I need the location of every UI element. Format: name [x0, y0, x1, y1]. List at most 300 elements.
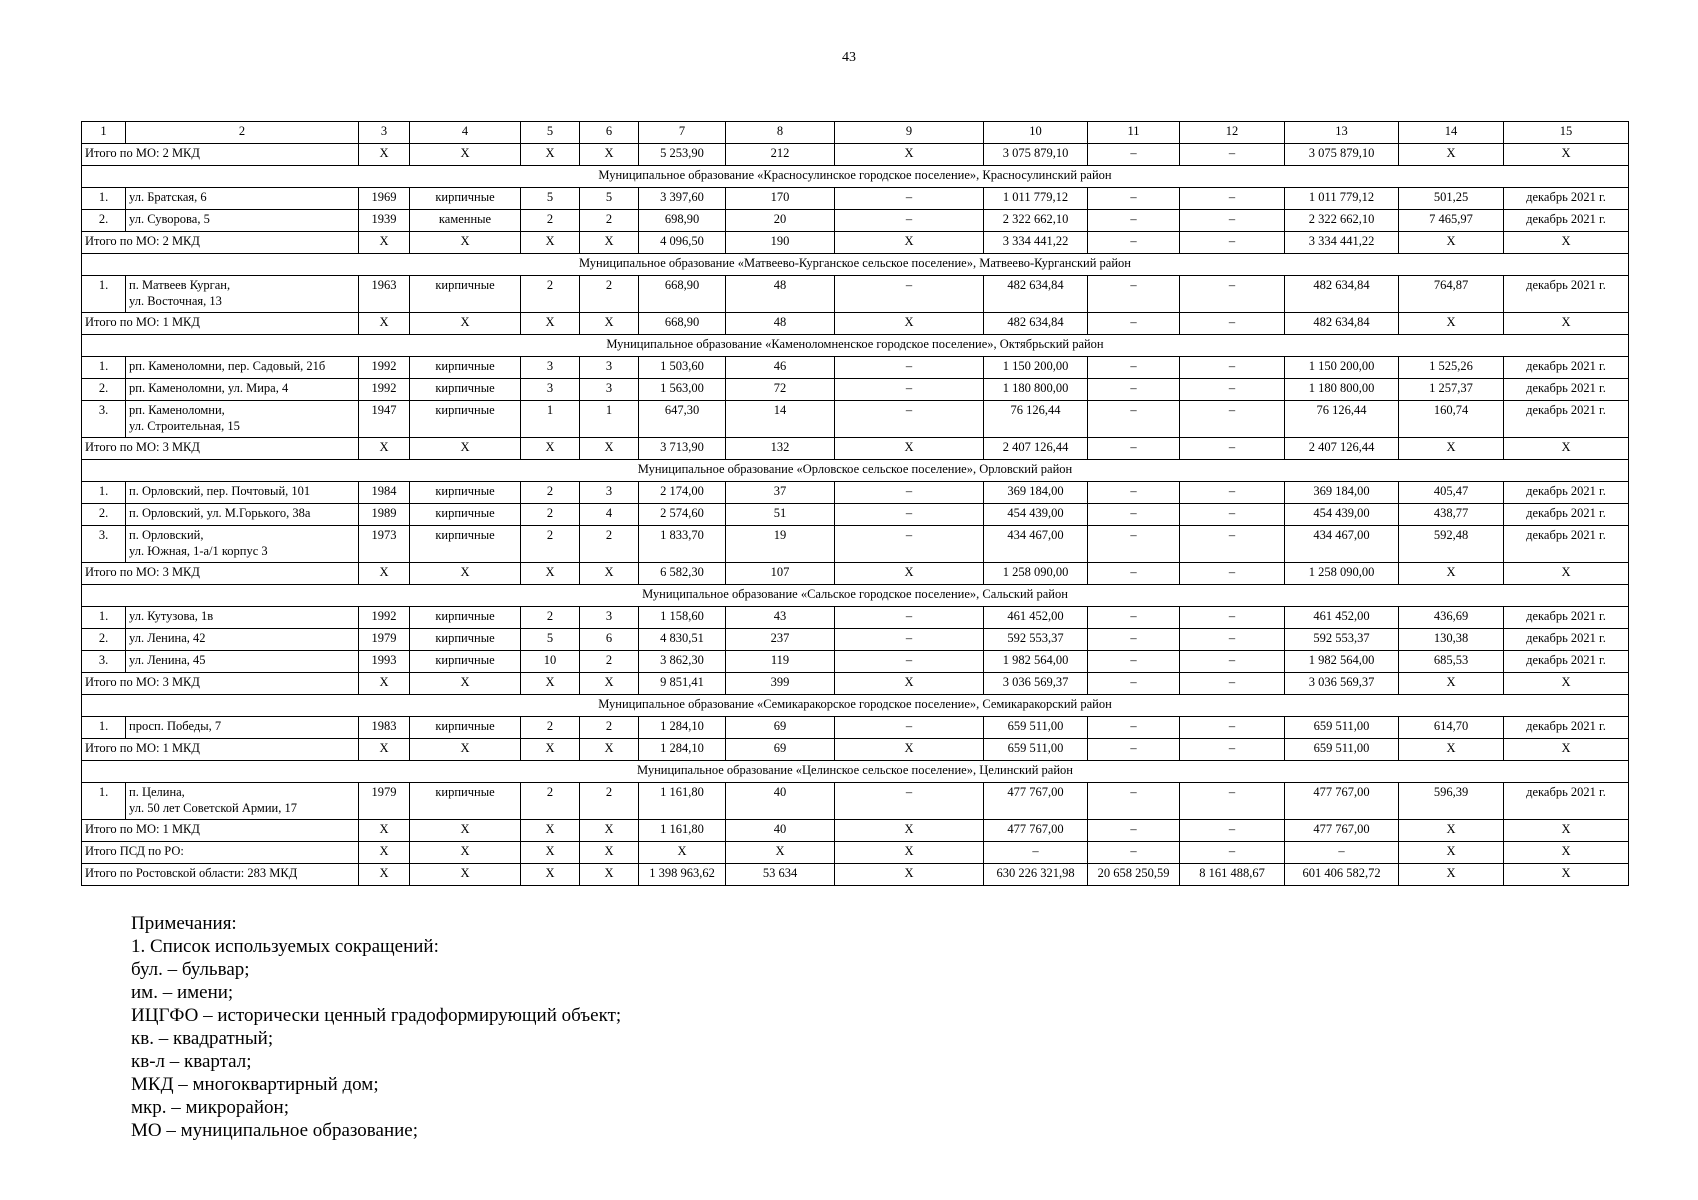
- data-cell: –: [1180, 526, 1285, 563]
- data-cell: 3 862,30: [639, 651, 726, 673]
- total-cell: Х: [1504, 232, 1629, 254]
- total-cell: Х: [521, 864, 580, 886]
- data-cell: 10: [521, 651, 580, 673]
- data-cell: 596,39: [1399, 783, 1504, 820]
- data-cell: 40: [726, 783, 835, 820]
- total-cell: 630 226 321,98: [984, 864, 1088, 886]
- data-cell: 2: [521, 783, 580, 820]
- data-cell: –: [835, 188, 984, 210]
- data-cell: 1 525,26: [1399, 357, 1504, 379]
- total-cell: 3 075 879,10: [984, 144, 1088, 166]
- total-cell: Х: [1504, 673, 1629, 695]
- total-cell: Х: [835, 739, 984, 761]
- total-cell: –: [1180, 144, 1285, 166]
- total-cell: Х: [835, 438, 984, 460]
- note-line: кв. – квадратный;: [131, 1028, 274, 1049]
- total-cell: Х: [410, 820, 521, 842]
- table-row: [82, 651, 1629, 673]
- data-cell: 43: [726, 607, 835, 629]
- total-row: [82, 313, 1629, 335]
- row-number-cell: 3.: [82, 526, 126, 563]
- data-cell: декабрь 2021 г.: [1504, 504, 1629, 526]
- data-cell: –: [1180, 379, 1285, 401]
- total-cell: Х: [521, 842, 580, 864]
- total-cell: –: [1088, 820, 1180, 842]
- data-cell: 477 767,00: [984, 783, 1088, 820]
- group-header-row: [82, 460, 1629, 482]
- data-cell: декабрь 2021 г.: [1504, 629, 1629, 651]
- total-cell: 9 851,41: [639, 673, 726, 695]
- total-cell: Х: [359, 820, 410, 842]
- data-cell: –: [1180, 651, 1285, 673]
- notes-title: Примечания:: [131, 913, 237, 934]
- data-cell: 6: [580, 629, 639, 651]
- data-cell: 46: [726, 357, 835, 379]
- data-cell: 2 322 662,10: [984, 210, 1088, 232]
- data-cell: кирпичные: [410, 276, 521, 313]
- data-cell: кирпичные: [410, 629, 521, 651]
- total-cell: 5 253,90: [639, 144, 726, 166]
- data-cell: –: [1180, 210, 1285, 232]
- total-row: [82, 739, 1629, 761]
- total-cell: Х: [410, 232, 521, 254]
- row-number-cell: 1.: [82, 276, 126, 313]
- total-cell: 1 258 090,00: [984, 563, 1088, 585]
- total-cell: 1 284,10: [639, 739, 726, 761]
- table-header-row: [82, 122, 1629, 144]
- data-cell: –: [835, 276, 984, 313]
- row-number-cell: 1.: [82, 717, 126, 739]
- total-cell: 399: [726, 673, 835, 695]
- total-row: [82, 842, 1629, 864]
- total-cell: 482 634,84: [1285, 313, 1399, 335]
- data-cell: –: [1180, 482, 1285, 504]
- data-cell: 1: [580, 401, 639, 438]
- data-cell: 1 257,37: [1399, 379, 1504, 401]
- data-cell: –: [1088, 188, 1180, 210]
- total-cell: Х: [521, 438, 580, 460]
- data-cell: 5: [521, 188, 580, 210]
- group-title: Муниципальное образование «Семикаракорское городское поселение», Семикаракорский район: [82, 695, 1629, 717]
- total-row: [82, 864, 1629, 886]
- table-row: [82, 482, 1629, 504]
- data-cell: 436,69: [1399, 607, 1504, 629]
- data-cell: декабрь 2021 г.: [1504, 717, 1629, 739]
- data-cell: 1939: [359, 210, 410, 232]
- address-cell: ул. Братская, 6: [126, 188, 359, 210]
- total-cell: 20 658 250,59: [1088, 864, 1180, 886]
- group-header-row: [82, 166, 1629, 188]
- total-row: [82, 820, 1629, 842]
- total-cell: Х: [1504, 739, 1629, 761]
- data-cell: –: [835, 482, 984, 504]
- total-cell: –: [1285, 842, 1399, 864]
- total-cell: Х: [359, 673, 410, 695]
- total-cell: 2 407 126,44: [1285, 438, 1399, 460]
- data-cell: 369 184,00: [1285, 482, 1399, 504]
- data-cell: 72: [726, 379, 835, 401]
- total-cell: Х: [835, 864, 984, 886]
- total-label: Итого по МО: 2 МКД: [82, 144, 359, 166]
- data-cell: 1 158,60: [639, 607, 726, 629]
- table-row: [82, 607, 1629, 629]
- data-cell: 405,47: [1399, 482, 1504, 504]
- total-cell: 601 406 582,72: [1285, 864, 1399, 886]
- total-cell: Х: [359, 144, 410, 166]
- data-cell: 1973: [359, 526, 410, 563]
- total-cell: –: [1088, 232, 1180, 254]
- data-cell: 1 180 800,00: [1285, 379, 1399, 401]
- total-cell: Х: [835, 563, 984, 585]
- data-cell: 2: [521, 276, 580, 313]
- data-cell: 592,48: [1399, 526, 1504, 563]
- data-cell: 454 439,00: [984, 504, 1088, 526]
- data-cell: –: [1180, 188, 1285, 210]
- data-cell: 76 126,44: [1285, 401, 1399, 438]
- total-cell: Х: [410, 739, 521, 761]
- total-cell: Х: [359, 438, 410, 460]
- data-cell: 3: [521, 379, 580, 401]
- total-label: Итого по МО: 3 МКД: [82, 673, 359, 695]
- total-cell: Х: [639, 842, 726, 864]
- data-cell: 3: [580, 482, 639, 504]
- total-cell: Х: [580, 313, 639, 335]
- total-cell: 212: [726, 144, 835, 166]
- table-row: [82, 504, 1629, 526]
- total-cell: Х: [1504, 563, 1629, 585]
- address-cell: п. Орловский, ул. Южная, 1-а/1 корпус 3: [126, 526, 359, 563]
- data-cell: декабрь 2021 г.: [1504, 210, 1629, 232]
- total-cell: Х: [835, 232, 984, 254]
- total-label: Итого по МО: 1 МКД: [82, 739, 359, 761]
- data-cell: 2: [580, 276, 639, 313]
- total-cell: 482 634,84: [984, 313, 1088, 335]
- total-cell: 3 713,90: [639, 438, 726, 460]
- data-cell: –: [1088, 504, 1180, 526]
- data-cell: 2: [521, 607, 580, 629]
- address-cell: ул. Суворова, 5: [126, 210, 359, 232]
- data-cell: 1 982 564,00: [984, 651, 1088, 673]
- row-number-cell: 2.: [82, 504, 126, 526]
- data-cell: –: [835, 607, 984, 629]
- total-cell: Х: [1399, 144, 1504, 166]
- total-cell: Х: [1399, 563, 1504, 585]
- data-cell: 1: [521, 401, 580, 438]
- data-cell: 1984: [359, 482, 410, 504]
- total-cell: –: [1088, 313, 1180, 335]
- total-cell: –: [984, 842, 1088, 864]
- data-cell: 1 011 779,12: [1285, 188, 1399, 210]
- data-cell: –: [1088, 482, 1180, 504]
- total-cell: Х: [359, 313, 410, 335]
- data-cell: 5: [521, 629, 580, 651]
- data-cell: 2: [521, 504, 580, 526]
- data-cell: 2: [580, 783, 639, 820]
- total-cell: –: [1088, 144, 1180, 166]
- data-cell: 477 767,00: [1285, 783, 1399, 820]
- total-row: [82, 438, 1629, 460]
- total-cell: –: [1088, 673, 1180, 695]
- data-cell: каменные: [410, 210, 521, 232]
- data-cell: –: [1088, 629, 1180, 651]
- header-cell: 13: [1285, 122, 1399, 144]
- total-cell: 2 407 126,44: [984, 438, 1088, 460]
- data-cell: –: [1088, 607, 1180, 629]
- data-cell: 2: [521, 526, 580, 563]
- group-header-row: [82, 585, 1629, 607]
- table-row: [82, 210, 1629, 232]
- total-cell: Х: [1399, 842, 1504, 864]
- data-cell: кирпичные: [410, 651, 521, 673]
- table-row: [82, 717, 1629, 739]
- row-number-cell: 2.: [82, 210, 126, 232]
- group-title: Муниципальное образование «Каменоломненское городское поселение», Октябрьский район: [82, 335, 1629, 357]
- total-cell: 40: [726, 820, 835, 842]
- data-cell: –: [835, 651, 984, 673]
- address-cell: ул. Кутузова, 1в: [126, 607, 359, 629]
- data-cell: –: [835, 357, 984, 379]
- data-cell: –: [1180, 357, 1285, 379]
- total-cell: –: [1088, 739, 1180, 761]
- data-cell: 1969: [359, 188, 410, 210]
- data-cell: 369 184,00: [984, 482, 1088, 504]
- data-cell: 501,25: [1399, 188, 1504, 210]
- data-cell: декабрь 2021 г.: [1504, 379, 1629, 401]
- address-cell: п. Матвеев Курган, ул. Восточная, 13: [126, 276, 359, 313]
- total-row: [82, 232, 1629, 254]
- data-cell: –: [835, 504, 984, 526]
- total-cell: Х: [359, 864, 410, 886]
- total-cell: Х: [359, 842, 410, 864]
- data-cell: 2: [521, 210, 580, 232]
- data-cell: кирпичные: [410, 482, 521, 504]
- header-cell: 9: [835, 122, 984, 144]
- address-cell: ул. Ленина, 45: [126, 651, 359, 673]
- header-cell: 4: [410, 122, 521, 144]
- data-cell: 2 322 662,10: [1285, 210, 1399, 232]
- data-cell: –: [1088, 379, 1180, 401]
- total-cell: Х: [521, 232, 580, 254]
- data-cell: 76 126,44: [984, 401, 1088, 438]
- data-cell: 647,30: [639, 401, 726, 438]
- note-line: бул. – бульвар;: [131, 959, 250, 980]
- total-label: Итого по МО: 1 МКД: [82, 820, 359, 842]
- total-cell: Х: [1399, 739, 1504, 761]
- total-row: [82, 673, 1629, 695]
- total-label: Итого ПСД по РО:: [82, 842, 359, 864]
- note-line: им. – имени;: [131, 982, 234, 1003]
- data-cell: 69: [726, 717, 835, 739]
- total-cell: –: [1180, 739, 1285, 761]
- note-line: ИЦГФО – исторически ценный градоформирующий объект;: [131, 1005, 622, 1026]
- data-cell: 2: [521, 482, 580, 504]
- total-cell: Х: [580, 820, 639, 842]
- data-cell: –: [1180, 783, 1285, 820]
- table-row: [82, 401, 1629, 438]
- total-cell: –: [1088, 563, 1180, 585]
- row-number-cell: 1.: [82, 357, 126, 379]
- total-cell: Х: [580, 673, 639, 695]
- total-cell: –: [1180, 438, 1285, 460]
- table-row: [82, 526, 1629, 563]
- total-cell: 1 258 090,00: [1285, 563, 1399, 585]
- table-body: [82, 144, 1629, 886]
- group-title: Муниципальное образование «Орловское сельское поселение», Орловский район: [82, 460, 1629, 482]
- group-header-row: [82, 761, 1629, 783]
- table-row: [82, 379, 1629, 401]
- note-line: МКД – многоквартирный дом;: [131, 1074, 379, 1095]
- total-cell: Х: [410, 673, 521, 695]
- row-number-cell: 1.: [82, 482, 126, 504]
- total-cell: Х: [521, 563, 580, 585]
- group-header-row: [82, 254, 1629, 276]
- total-cell: Х: [1399, 864, 1504, 886]
- data-cell: –: [835, 629, 984, 651]
- data-cell: 461 452,00: [1285, 607, 1399, 629]
- data-cell: 170: [726, 188, 835, 210]
- data-cell: 2: [521, 717, 580, 739]
- data-cell: декабрь 2021 г.: [1504, 526, 1629, 563]
- total-cell: Х: [726, 842, 835, 864]
- data-cell: 5: [580, 188, 639, 210]
- total-cell: Х: [410, 144, 521, 166]
- total-cell: Х: [359, 232, 410, 254]
- data-cell: 237: [726, 629, 835, 651]
- data-cell: 48: [726, 276, 835, 313]
- header-cell: 7: [639, 122, 726, 144]
- total-label: Итого по МО: 3 МКД: [82, 563, 359, 585]
- data-cell: –: [835, 783, 984, 820]
- total-cell: Х: [1399, 232, 1504, 254]
- total-cell: Х: [580, 232, 639, 254]
- note-line: кв-л – квартал;: [131, 1051, 252, 1072]
- data-cell: 1992: [359, 357, 410, 379]
- note-line: 1. Список используемых сокращений:: [131, 936, 439, 957]
- data-cell: 1 833,70: [639, 526, 726, 563]
- data-cell: 2: [580, 210, 639, 232]
- total-cell: Х: [580, 842, 639, 864]
- data-cell: –: [1180, 401, 1285, 438]
- total-cell: 1 161,80: [639, 820, 726, 842]
- data-cell: 19: [726, 526, 835, 563]
- total-cell: Х: [580, 739, 639, 761]
- total-cell: Х: [359, 563, 410, 585]
- total-cell: Х: [835, 820, 984, 842]
- data-cell: –: [1180, 504, 1285, 526]
- data-cell: 614,70: [1399, 717, 1504, 739]
- data-cell: 764,87: [1399, 276, 1504, 313]
- total-cell: 53 634: [726, 864, 835, 886]
- data-cell: кирпичные: [410, 504, 521, 526]
- total-cell: 659 511,00: [1285, 739, 1399, 761]
- total-cell: 48: [726, 313, 835, 335]
- data-cell: 160,74: [1399, 401, 1504, 438]
- data-cell: 1 284,10: [639, 717, 726, 739]
- group-title: Муниципальное образование «Красносулинское городское поселение», Красносулинский район: [82, 166, 1629, 188]
- data-cell: 1983: [359, 717, 410, 739]
- total-cell: 132: [726, 438, 835, 460]
- header-cell: 1: [82, 122, 126, 144]
- address-cell: рп. Каменоломни, ул. Мира, 4: [126, 379, 359, 401]
- data-cell: –: [1180, 717, 1285, 739]
- row-number-cell: 3.: [82, 401, 126, 438]
- data-cell: 1963: [359, 276, 410, 313]
- total-cell: Х: [835, 673, 984, 695]
- data-cell: 1 011 779,12: [984, 188, 1088, 210]
- data-cell: 1 180 800,00: [984, 379, 1088, 401]
- row-number-cell: 1.: [82, 607, 126, 629]
- row-number-cell: 3.: [82, 651, 126, 673]
- row-number-cell: 1.: [82, 188, 126, 210]
- data-cell: 668,90: [639, 276, 726, 313]
- total-label: Итого по Ростовской области: 283 МКД: [82, 864, 359, 886]
- data-cell: 2: [580, 526, 639, 563]
- header-cell: 15: [1504, 122, 1629, 144]
- header-cell: 5: [521, 122, 580, 144]
- table-row: [82, 188, 1629, 210]
- total-cell: Х: [521, 313, 580, 335]
- data-cell: декабрь 2021 г.: [1504, 783, 1629, 820]
- total-cell: –: [1180, 820, 1285, 842]
- data-cell: –: [835, 717, 984, 739]
- data-cell: 3: [521, 357, 580, 379]
- data-cell: 7 465,97: [1399, 210, 1504, 232]
- data-cell: декабрь 2021 г.: [1504, 482, 1629, 504]
- total-cell: Х: [521, 820, 580, 842]
- total-cell: –: [1088, 438, 1180, 460]
- total-cell: Х: [580, 438, 639, 460]
- data-cell: –: [1088, 651, 1180, 673]
- total-cell: –: [1180, 563, 1285, 585]
- data-cell: кирпичные: [410, 379, 521, 401]
- total-cell: Х: [521, 144, 580, 166]
- data-cell: 434 467,00: [1285, 526, 1399, 563]
- total-cell: 3 075 879,10: [1285, 144, 1399, 166]
- data-cell: 2: [580, 717, 639, 739]
- total-cell: Х: [1504, 144, 1629, 166]
- data-cell: 4 830,51: [639, 629, 726, 651]
- data-cell: 1993: [359, 651, 410, 673]
- total-cell: Х: [410, 313, 521, 335]
- table-row: [82, 357, 1629, 379]
- total-cell: 8 161 488,67: [1180, 864, 1285, 886]
- data-cell: 2 574,60: [639, 504, 726, 526]
- data-cell: 119: [726, 651, 835, 673]
- data-cell: 461 452,00: [984, 607, 1088, 629]
- data-cell: кирпичные: [410, 526, 521, 563]
- data-cell: 37: [726, 482, 835, 504]
- total-cell: Х: [835, 313, 984, 335]
- total-cell: Х: [521, 739, 580, 761]
- data-cell: 1992: [359, 607, 410, 629]
- data-cell: 482 634,84: [984, 276, 1088, 313]
- data-cell: 1989: [359, 504, 410, 526]
- total-cell: Х: [1399, 673, 1504, 695]
- data-cell: –: [1088, 276, 1180, 313]
- total-cell: Х: [410, 864, 521, 886]
- group-title: Муниципальное образование «Целинское сельское поселение», Целинский район: [82, 761, 1629, 783]
- data-cell: 1992: [359, 379, 410, 401]
- total-row: [82, 144, 1629, 166]
- total-cell: Х: [1399, 820, 1504, 842]
- total-cell: Х: [410, 438, 521, 460]
- data-cell: 1 150 200,00: [1285, 357, 1399, 379]
- data-cell: кирпичные: [410, 607, 521, 629]
- data-cell: 1979: [359, 783, 410, 820]
- page-number: 43: [842, 50, 856, 65]
- data-cell: кирпичные: [410, 357, 521, 379]
- data-cell: 592 553,37: [984, 629, 1088, 651]
